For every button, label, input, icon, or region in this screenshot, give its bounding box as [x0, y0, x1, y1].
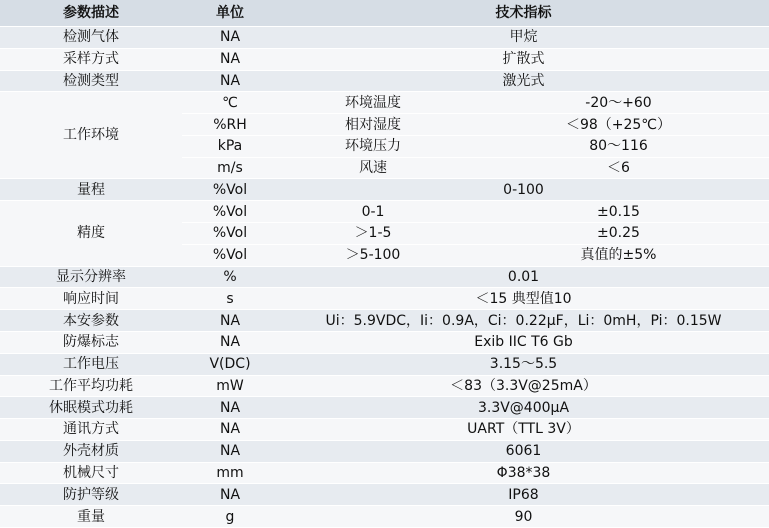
row-value: ＜83（3.3V@25mA） [278, 375, 769, 397]
row-label-env: 工作环境 [0, 92, 182, 179]
row-label-accuracy: 精度 [0, 201, 182, 266]
row-unit: V(DC) [182, 353, 278, 375]
row-value: -20～+60 [468, 92, 769, 114]
table-row [0, 375, 769, 397]
row-unit: mW [182, 375, 278, 397]
row-label: 工作电压 [0, 353, 182, 375]
row-value: ±0.15 [468, 201, 769, 223]
row-unit: %RH [182, 114, 278, 136]
table-row [0, 397, 769, 419]
row-unit: NA [182, 397, 278, 419]
table-row [0, 506, 769, 528]
row-unit: ℃ [182, 92, 278, 114]
table-row [0, 70, 769, 92]
row-label: 本安参数 [0, 310, 182, 332]
row-label: 显示分辨率 [0, 266, 182, 288]
row-unit: NA [182, 48, 278, 70]
row-value: 0.01 [278, 266, 769, 288]
row-subname: 环境压力 [278, 135, 468, 157]
row-label: 检测气体 [0, 27, 182, 49]
row-unit: mm [182, 462, 278, 484]
table-row [0, 484, 769, 506]
row-value: Φ38*38 [278, 462, 769, 484]
table-header-row [0, 0, 769, 27]
row-unit: % [182, 266, 278, 288]
row-unit: NA [182, 310, 278, 332]
row-unit: NA [182, 419, 278, 441]
table-row [0, 179, 769, 201]
row-subname: ＞1-5 [278, 223, 468, 245]
row-value: 0-100 [278, 179, 769, 201]
table-row [0, 462, 769, 484]
row-label: 采样方式 [0, 48, 182, 70]
row-value: 激光式 [278, 70, 769, 92]
row-label: 检测类型 [0, 70, 182, 92]
table-row [0, 266, 769, 288]
row-label: 工作平均功耗 [0, 375, 182, 397]
table-row [0, 353, 769, 375]
row-value: ±0.25 [468, 223, 769, 245]
row-label: 休眠模式功耗 [0, 397, 182, 419]
table-row [0, 92, 769, 114]
row-label: 通讯方式 [0, 419, 182, 441]
row-unit: NA [182, 70, 278, 92]
row-unit: kPa [182, 135, 278, 157]
table-row [0, 27, 769, 49]
row-subname: 风速 [278, 157, 468, 179]
row-value: ＜15 典型值10 [278, 288, 769, 310]
row-value: ＜6 [468, 157, 769, 179]
row-label: 量程 [0, 179, 182, 201]
header-spec: 技术指标 [278, 0, 769, 27]
row-value: Exib IIC T6 Gb [278, 331, 769, 353]
row-value: 6061 [278, 440, 769, 462]
row-label: 机械尺寸 [0, 462, 182, 484]
row-value: 80～116 [468, 135, 769, 157]
table-row [0, 288, 769, 310]
row-value: 甲烷 [278, 27, 769, 49]
table-row [0, 310, 769, 332]
table-row [0, 440, 769, 462]
row-subname: ＞5-100 [278, 244, 468, 266]
row-unit: NA [182, 484, 278, 506]
row-unit: NA [182, 331, 278, 353]
row-value: ＜98（+25℃） [468, 114, 769, 136]
row-unit: NA [182, 440, 278, 462]
table-row [0, 419, 769, 441]
row-label: 防爆标志 [0, 331, 182, 353]
row-value: 真值的±5% [468, 244, 769, 266]
row-value: IP68 [278, 484, 769, 506]
row-value: 3.15～5.5 [278, 353, 769, 375]
row-label: 重量 [0, 506, 182, 528]
row-value: 扩散式 [278, 48, 769, 70]
row-unit: %Vol [182, 201, 278, 223]
row-value: 90 [278, 506, 769, 528]
row-subname: 相对湿度 [278, 114, 468, 136]
row-unit: %Vol [182, 179, 278, 201]
table-row [0, 201, 769, 223]
row-value: Ui：5.9VDC，Ii：0.9A，Ci：0.22μF，Li：0mH，Pi：0.15W [278, 310, 769, 332]
header-unit: 单位 [182, 0, 278, 27]
row-value: UART（TTL 3V） [278, 419, 769, 441]
table-row [0, 331, 769, 353]
row-unit: g [182, 506, 278, 528]
header-param: 参数描述 [0, 0, 182, 27]
table-row [0, 48, 769, 70]
row-unit: s [182, 288, 278, 310]
row-value: 3.3V@400μA [278, 397, 769, 419]
row-unit: %Vol [182, 223, 278, 245]
row-unit: m/s [182, 157, 278, 179]
row-subname: 0-1 [278, 201, 468, 223]
row-label: 防护等级 [0, 484, 182, 506]
row-unit: NA [182, 27, 278, 49]
row-label: 响应时间 [0, 288, 182, 310]
row-subname: 环境温度 [278, 92, 468, 114]
row-unit: %Vol [182, 244, 278, 266]
row-label: 外壳材质 [0, 440, 182, 462]
